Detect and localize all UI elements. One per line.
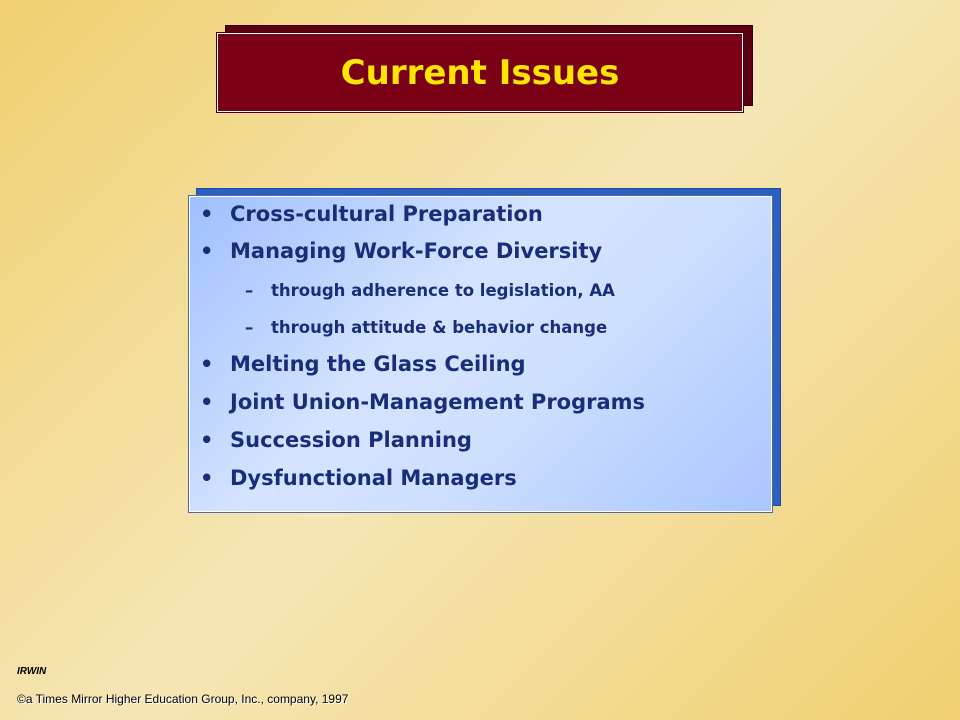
bullet-item-union <box>200 390 645 414</box>
bullet-item-cross-cultural <box>200 202 543 226</box>
bullet-label: Joint Union-Management Programs <box>230 390 646 414</box>
bullet-label: Dysfunctional Managers <box>230 466 517 490</box>
bullet-item-succession <box>200 428 472 452</box>
title-box <box>217 33 743 112</box>
sub-item-attitude <box>245 318 607 337</box>
bullet-item-dysfunctional <box>200 466 517 490</box>
bullet-item-glass-ceiling <box>200 352 526 376</box>
bullet-icon: • <box>200 352 214 376</box>
bullet-icon: • <box>200 466 214 490</box>
bullet-icon: • <box>200 428 214 452</box>
content-box <box>189 196 772 512</box>
bullet-icon: • <box>200 390 214 414</box>
bullet-item-diversity <box>200 239 602 263</box>
sub-item-legislation <box>245 281 615 300</box>
sub-item-label: through adherence to legislation, AA <box>271 281 615 300</box>
bullet-icon: • <box>200 202 214 226</box>
slide-title: Current Issues <box>340 52 620 93</box>
bullet-label: Melting the Glass Ceiling <box>230 352 526 376</box>
bullet-label: Succession Planning <box>230 428 472 452</box>
bullet-label: Managing Work-Force Diversity <box>230 239 603 263</box>
copyright-notice: ©a Times Mirror Higher Education Group, Inc., company, 1997 <box>17 692 349 706</box>
bullet-label: Cross-cultural Preparation <box>230 202 543 226</box>
dash-icon: – <box>245 318 254 337</box>
dash-icon: – <box>245 281 254 300</box>
bullet-icon: • <box>200 239 214 263</box>
sub-item-label: through attitude & behavior change <box>271 318 608 337</box>
publisher-logo-text: IRWIN <box>17 666 47 677</box>
